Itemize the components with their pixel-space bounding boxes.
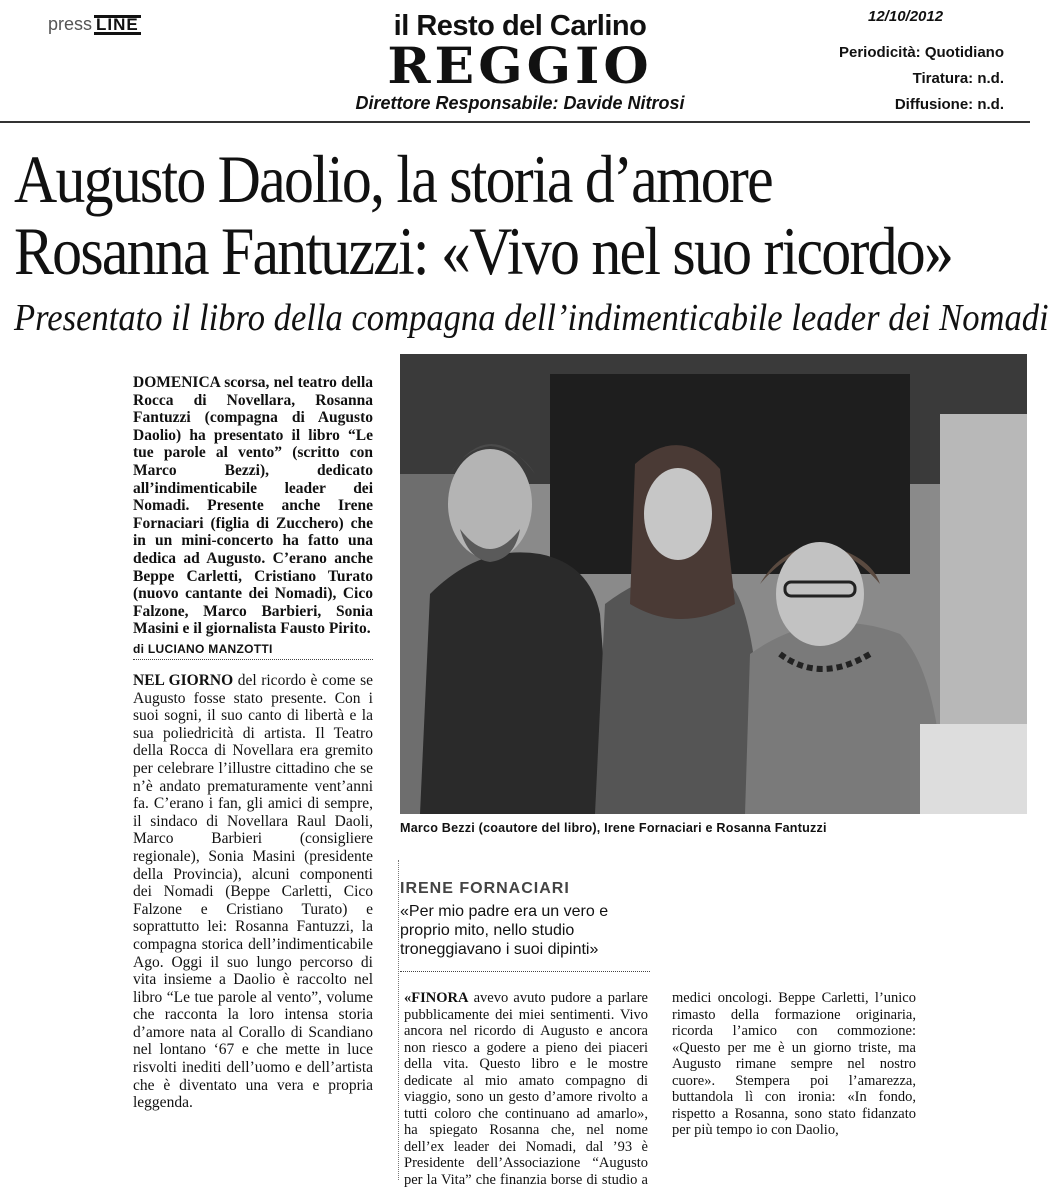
pressline-press: press bbox=[48, 14, 93, 34]
subheadline: Presentato il libro della compagna dell’indimenticabile leader dei Nomadi bbox=[14, 297, 1049, 339]
masthead-director: Direttore Responsabile: Davide Nitrosi bbox=[355, 93, 685, 113]
pressline-line: LINE bbox=[96, 15, 139, 34]
body1-label: NEL GIORNO bbox=[133, 672, 234, 689]
photo-caption: Marco Bezzi (coautore del libro), Irene Fornaciari e Rosanna Fantuzzi bbox=[400, 821, 827, 835]
box-divider bbox=[400, 971, 650, 972]
body-continuation bbox=[404, 990, 916, 1188]
lead-label: DOMENICA bbox=[133, 374, 220, 391]
box-quote: «Per mio padre era un vero e proprio mito, nello studio troneggiavano i suoi dipinti» bbox=[400, 903, 609, 958]
body2-label: «FINORA bbox=[404, 990, 469, 1006]
masthead bbox=[330, 10, 710, 114]
photo-illustration bbox=[400, 354, 1027, 814]
box-label: IRENE FORNACIARI bbox=[400, 880, 570, 897]
lead-paragraph bbox=[133, 374, 373, 638]
issue-date: 12/10/2012 bbox=[868, 8, 944, 25]
masthead-newspaper-name: il Resto del Carlino bbox=[393, 10, 647, 42]
lead-text: scorsa, nel teatro della Rocca di Novellara, Rosanna Fantuzzi (compagna di Augusto Daolio) ha presentato il libro “Le tue parole al vento” (scritto con Marco Bezzi), dedicato all’indimenticabile leader dei Nomadi. Presente anche Irene Fornaciari (figlia di Zucchero) che in un mini-concerto ha fatto una dedica ad Augusto. C’erano anche Beppe Carletti, Cristiano Turato (nuovo cantante dei Nomadi), Cico Falzone, Marco Barbieri, Sonia Masini e il giornalista Fausto Pirito. bbox=[133, 374, 373, 638]
circulation: Tiratura: n.d. bbox=[912, 70, 1004, 87]
byline: di LUCIANO MANZOTTI bbox=[133, 642, 373, 660]
masthead-city: REGGIO bbox=[387, 37, 653, 96]
distribution: Diffusione: n.d. bbox=[894, 96, 1004, 113]
body2-text: avevo avuto pudore a parlare pubblicamente dei miei sentimenti. Vivo ancora nel ricordo di Augusto e ancora non riesco a godere a pieno dei piaceri della vita. Questo libro e le mostre dedicate al mio amato compagno di viaggio, sono un gesto d’amore rivolto a tutti coloro che continuano ad amarlo», ha spiegato Rosanna che, nel nome dell’ex leader dei Nomadi, dal ’93 è Presidente dell’Associazione “Augusto per la Vita” che finanzia borse di studio a medici oncologi. Beppe Carletti, l’unico rimasto della formazione originaria, ricorda l’amico con commozione: «Questo per me è un giorno triste, ma Augusto rimane sempre nel nostro cuore». Stempera poi l’amarezza, buttandola lì con ironia: «In fondo, rispetto a Rosanna, sono stato fidanzato per più tempo io con Daolio, bbox=[404, 990, 916, 1188]
pressline-logo bbox=[48, 14, 141, 35]
body1-text: del ricordo è come se Augusto fosse stato presente. Con i suoi sogni, il suo canto di libertà e la sua poliedricità di artista. Il Teatro della Rocca di Novellara era gremito per celebrare l’illustre cittadino che se n’è andato prematuramente vent’anni fa. C’erano i fan, gli amici di sempre, il sindaco di Novellara Raul Daoli, Marco Barbieri (consigliere regionale), Sonia Masini (presidente della Provincia), alcuni componenti dei Nomadi (Beppe Carletti, Cico Falzone e Cristiano Turato) e soprattutto lei: Rosanna Fantuzzi, la compagna storica dell’indimenticabile Ago. Oggi il suo lungo percorso di vita insieme a Daolio è raccolto nel libro “Le tue parole al vento”, volume che racconta la loro intensa storia d’amore nata al Corallo di Scandiano nel lontano ‘67 e che mette in luce risvolti inediti dell’uomo e dell’artista che è diventato una vera e propria leggenda. bbox=[133, 672, 373, 1112]
column-divider bbox=[398, 860, 399, 1180]
article-photo bbox=[400, 354, 1027, 814]
headline bbox=[14, 141, 953, 289]
periodicity: Periodicità: Quotidiano bbox=[838, 44, 1004, 61]
headline-line-1: Augusto Daolio, la storia d’amore bbox=[14, 141, 772, 217]
headline-line-2: Rosanna Fantuzzi: «Vivo nel suo ricordo» bbox=[14, 213, 953, 289]
body-column-1 bbox=[133, 672, 373, 1112]
header-divider bbox=[0, 121, 1030, 123]
